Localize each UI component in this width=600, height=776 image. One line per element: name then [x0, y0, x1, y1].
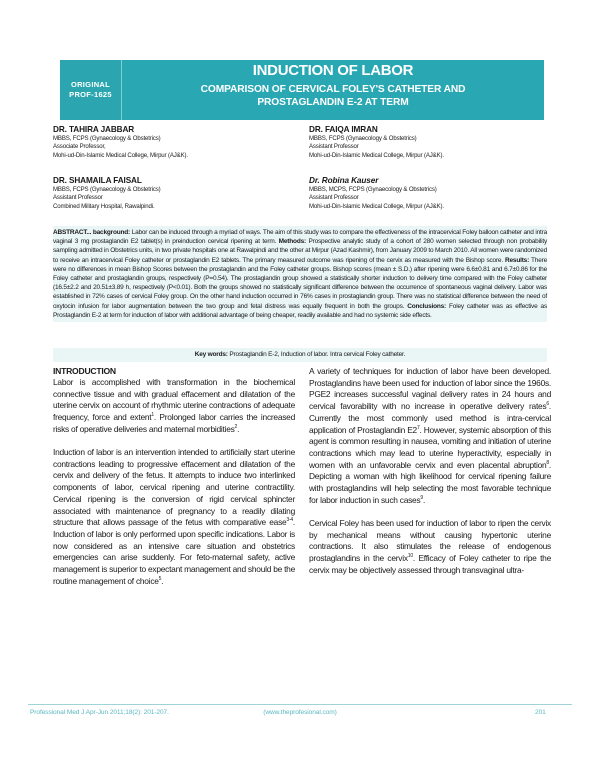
article-id-label: PROF-1625	[69, 90, 112, 99]
body-column-left	[53, 366, 295, 587]
author-degree: MBBS, FCPS (Gynaecology & Obstetrics)	[309, 135, 417, 142]
subtitle-line-2: PROSTAGLANDIN E-2 AT TERM	[257, 96, 409, 108]
author-3	[53, 175, 293, 211]
citation-ref: 8	[546, 459, 549, 466]
footer-website: (www.theprofesional.com)	[263, 709, 337, 716]
author-block	[53, 124, 547, 224]
paragraph	[53, 377, 295, 436]
page-number: 201	[535, 709, 546, 716]
citation-ref: 7	[416, 424, 420, 431]
footer-divider	[28, 704, 572, 705]
author-position: Assistant Professor	[53, 194, 103, 202]
author-4	[309, 175, 549, 211]
author-degree: MBBS, MCPS, FCPS (Gynaecology & Obstetrics)	[309, 186, 437, 193]
paragraph-text: . Currently the most commonly used method is intra-cervical application of Prostaglandin E2	[309, 401, 551, 435]
body-column-right	[309, 366, 551, 576]
author-position: Assistant Professor	[309, 194, 359, 202]
author-position: Assistant Professor	[309, 143, 359, 151]
author-affiliation: Mohi-ud-Din-Islamic Medical College, Mirpur (AJ&K).	[309, 151, 444, 159]
author-degree: MBBS, FCPS (Gynaecology & Obstetrics)	[53, 135, 161, 142]
abstract-conclusions-text: Foley catheter was as effective as Prostaglandin E-2 at term for induction of labor with additional advantage of being cheaper, readily available and had no systemic side effects.	[53, 302, 547, 319]
abstract-background-label: ABSTRACT... background:	[53, 229, 131, 236]
article-type-label: ORIGINAL	[70, 80, 111, 89]
author-affiliation: Combined Military Hospital, Rawalpindi.	[53, 202, 155, 210]
abstract-methods-text: Prospective analytic study of a cohort of 280 women selected through non probability sampling admitted in Obstetrics units, in two private hospitals one at Rawalpindi and the other at Mirpur (Azad Kashmir), from January 2009 to March 2010. All women were randomized to receive an intracervical Foley catheter or prostaglandin E2 tablets. The primary measured outcome was ripening of the cervix as measured with the Bishop score.	[53, 238, 547, 264]
paragraph-text: . Depicting a woman with high likelihood for cervical ripening failure with prostaglandins will help selecting the most favorable technique for labor induction in such cases	[309, 459, 551, 505]
paragraph-text: .	[237, 423, 240, 434]
paragraph	[53, 447, 295, 587]
paragraph-text: Cervical Foley has been used for induction of labor to ripen the cervix by mechanical means without causing hypertonic uterine contractions. It also stimulates the release of endogenous prostaglandins in the cervix	[309, 517, 551, 564]
subtitle-line-1: COMPARISON OF CERVICAL FOLEY'S CATHETER AND	[200, 84, 466, 95]
abstract-results-text: There were no differences in mean Bishop Scores between the prostaglandin and the Foley catheter groups. Bishop scores (mean ± S.D.) after ripening were 6.6±0.81 and 6.7±0.86 for the Foley catheter and prostaglandin groups, respectively (P=0.54). The prostaglandin group showed a statistically shorter induction to delivery time compared with the Foley catheter (16.5±2.2 and 20.51±3.89 h, respectively (P<0.01). Both the groups showed no statistically significant difference between the occurrence of spontaneous vaginal delivery. Labor was established in 72% cases of cervical Foley group. On the other hand induction occurred in 76% cases in prostaglandin group. There was no statistical difference between the need of oxytocin infusion for labor augmentation between the two group and fetal distress was equally frequent in both the groups.	[53, 256, 547, 310]
keywords-label: Key words:	[194, 351, 228, 358]
citation-ref: 10	[407, 553, 413, 560]
paragraph-text: .	[422, 494, 426, 505]
section-heading: INTRODUCTION	[53, 366, 116, 376]
article-title: INDUCTION OF LABOR	[252, 62, 414, 79]
keywords-text: Prostaglandin E-2, Induction of labor. Intra cervical Foley catheter.	[227, 351, 406, 358]
article-type-tag	[60, 60, 122, 120]
author-name: DR. FAIQA IMRAN	[309, 125, 378, 134]
footer-citation: Professional Med J Apr-Jun 2011;18(2): 201-207.	[30, 709, 169, 716]
citation-ref: 2	[234, 424, 238, 431]
abstract-methods-label: Methods:	[276, 238, 306, 246]
abstract-results-label: Results:	[502, 256, 530, 264]
paragraph-text: . Prolonged labor carries the increased risks of operative deliveries and maternal morbidities	[53, 412, 295, 434]
paragraph-text: . Efficacy of Foley catheter to ripe the cervix may be objectively assessed through transvaginal ultra-	[309, 553, 551, 575]
paragraph-text: Labor is accomplished with transformation in the biochemical connective tissue and with gradual effacement and dilatation of the uterine cervix on account of rhythmic uterine contractions of adequate frequency, force and extent	[53, 377, 295, 423]
abstract-conclusions-label: Conclusions:	[404, 302, 447, 310]
citation-ref: 3-4	[286, 517, 293, 524]
abstract-background-text: Labor can be induced through a myriad of ways. The aim of this study was to compare the effectiveness of the intracervical Foley balloon catheter and intra vaginal 3 mg prostaglandin E2 tablet(s) in preinduction cervical ripening at term.	[53, 229, 547, 246]
author-position: Associate Professor,	[53, 143, 106, 151]
author-name: DR. SHAMAILA FAISAL	[53, 176, 142, 185]
author-affiliation: Mohi-ud-Din-Islamic Medical College, Mirpur (AJ&K).	[309, 202, 444, 210]
author-name: DR. TAHIRA JABBAR	[53, 125, 135, 134]
abstract	[53, 226, 547, 322]
paragraph-text: . However, systemic absorption of this agent is common resulting in nausea, vomiting and initiation of uterine contractions which may lead to uterine hyperactivity, especially in women with an unfavorable cervix and even placental abruption	[309, 424, 552, 470]
author-1	[53, 124, 293, 160]
paragraph-text: A variety of techniques for induction of labor have been developed. Prostaglandins have been used for induction of labor since the 1960s. PGE2 increases successful vaginal delivery rates in 24 hours and cervical favorability with no increase in operative delivery rates	[309, 366, 551, 412]
citation-ref: 9	[420, 494, 423, 501]
paragraph	[309, 366, 551, 506]
citation-ref: 1	[151, 412, 154, 419]
paragraph-text: . Induction of labor is only performed upon specific indications. Labor is now considered as an intensive care situation and obstetrics emergencies can arise suddenly. For feto-maternal safety, active management is superior to expectant management and should be the routine management of choice	[53, 517, 295, 586]
paragraph-text: Induction of labor is an intervention intended to artificially start uterine contractions leading to progressive effacement and dilatation of the cervix and delivery of the fetus. It attempts to induce two interlinked components of labor, cervical ripening and uterine contractility. Cervical ripening is the conversion of rigid cervical sphincter associated with maintenance of pregnancy to a readily dilating structure that allows passage of the fetus with comparative ease	[53, 447, 295, 528]
article-subtitle	[122, 84, 544, 109]
citation-ref: 6	[546, 401, 549, 408]
author-2	[309, 124, 549, 160]
author-name: Dr. Robina Kauser	[309, 176, 379, 185]
author-degree: MBBS, FCPS (Gynaecology & Obstetrics)	[53, 186, 161, 193]
author-affiliation: Mohi-ud-Din-Islamic Medical College, Mirpur (AJ&K).	[53, 151, 188, 159]
paragraph	[309, 518, 551, 577]
citation-ref: 5	[158, 575, 162, 582]
paragraph-text: .	[161, 575, 164, 586]
keywords	[53, 348, 547, 362]
